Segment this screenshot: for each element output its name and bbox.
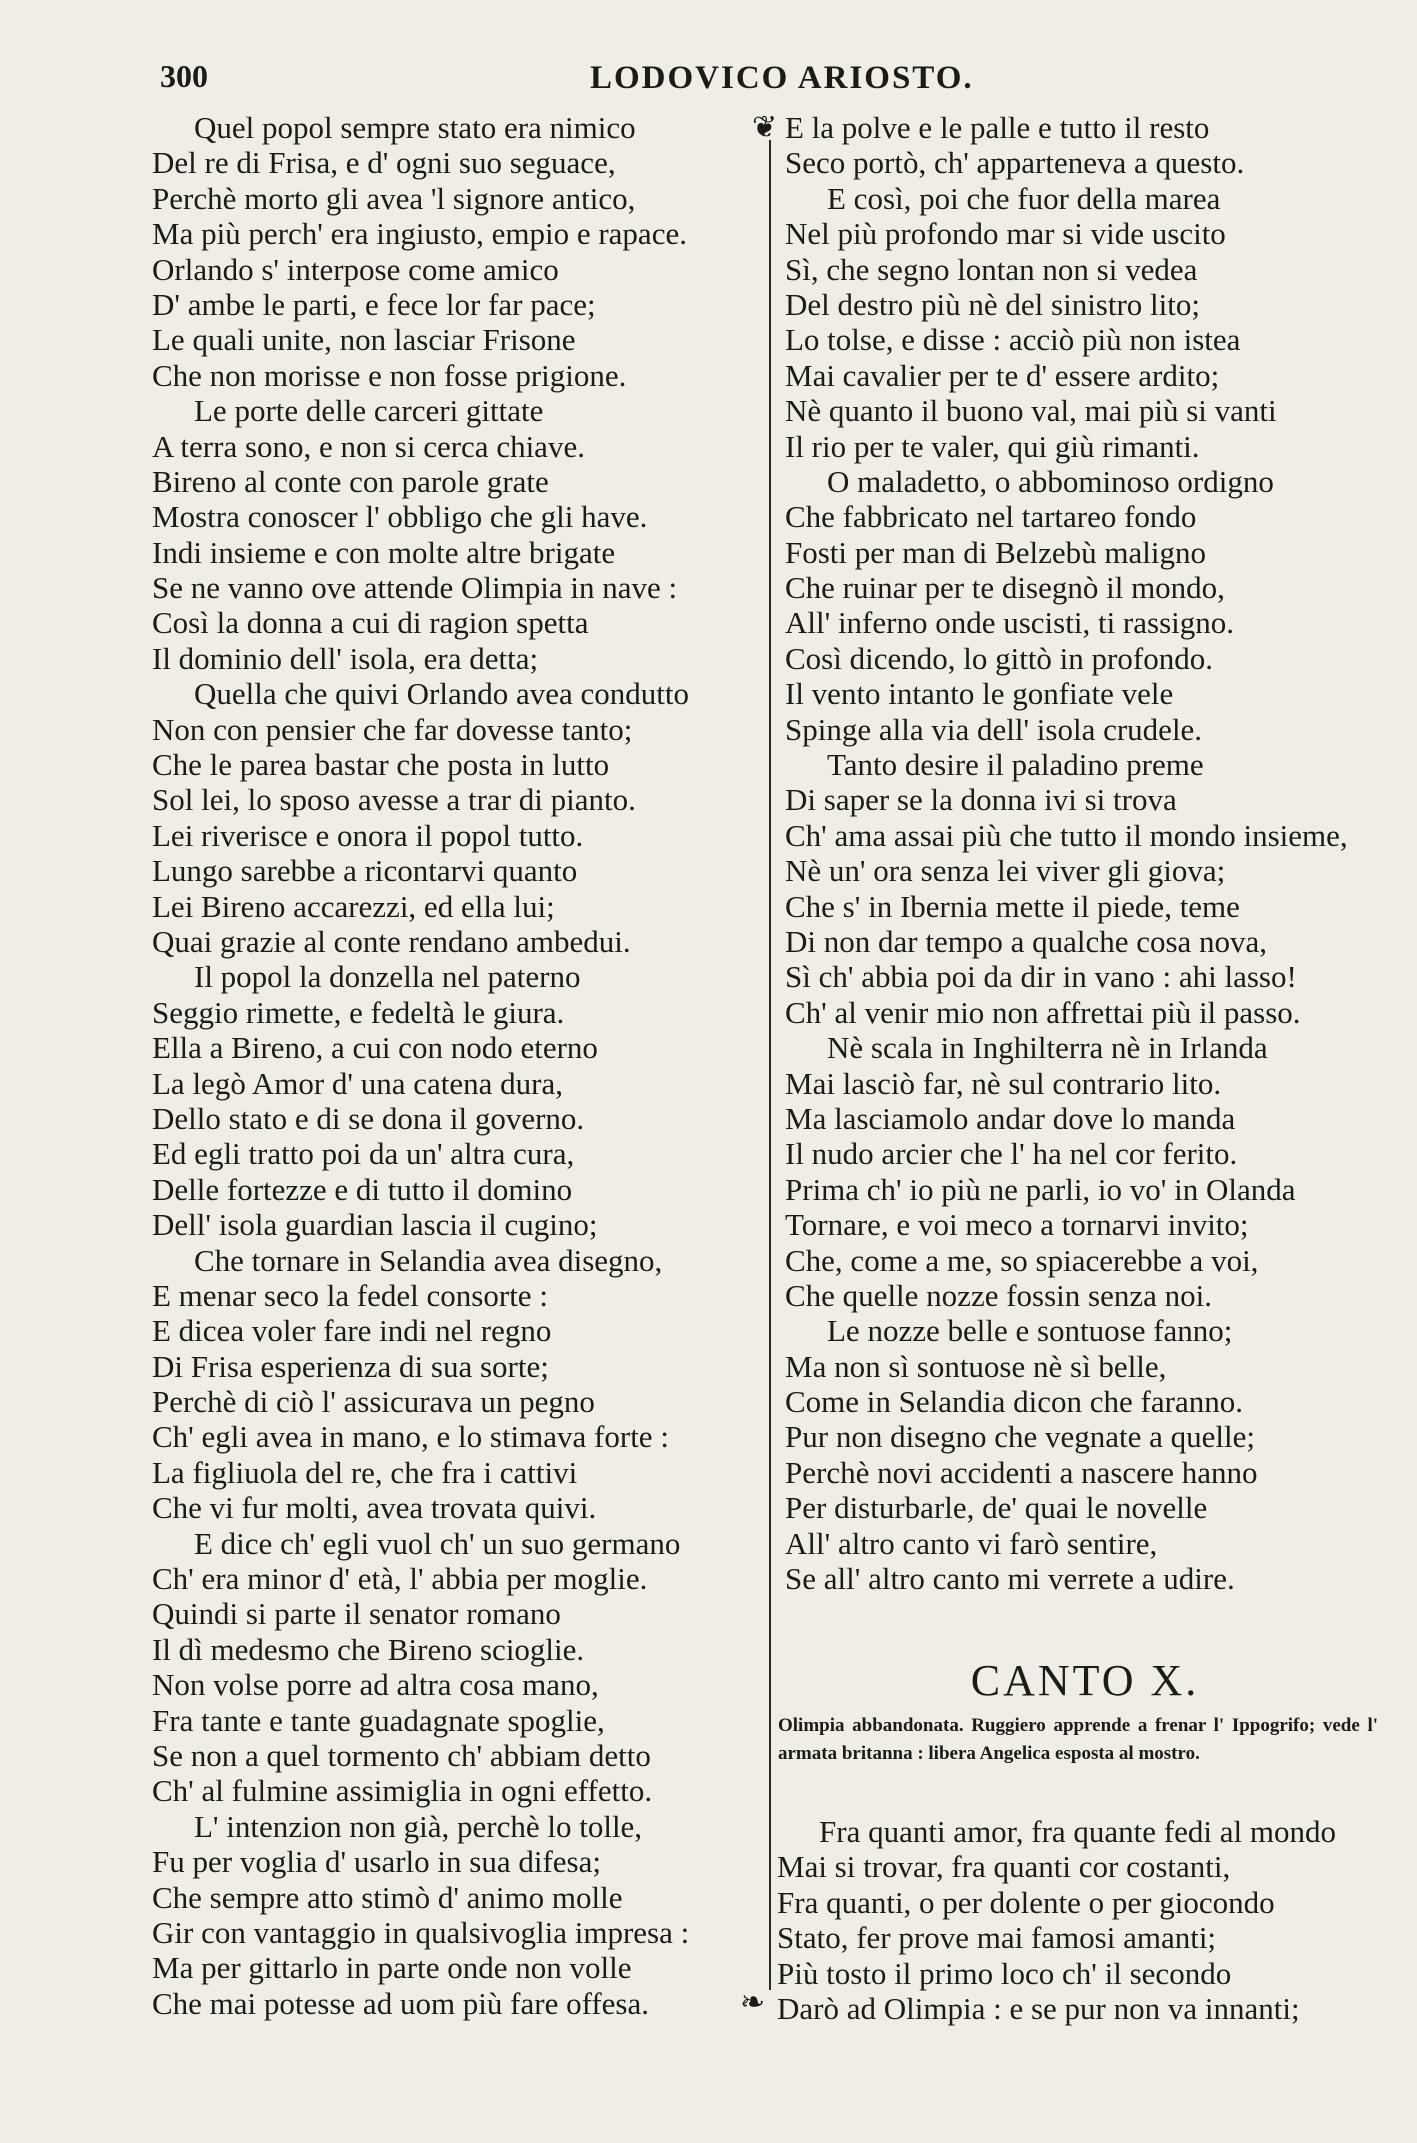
verse-line: Per disturbarle, de' quai le novelle	[785, 1490, 1208, 1526]
verse-line: Che tornare in Selandia avea disegno,	[194, 1242, 663, 1278]
verse-line: Lei Bireno accarezzi, ed ella lui;	[152, 888, 555, 924]
verse-line: Fosti per man di Belzebù maligno	[785, 534, 1207, 570]
verse-line: Che ruinar per te disegnò il mondo,	[785, 570, 1225, 606]
verse-line: Tanto desire il paladino preme	[827, 747, 1204, 783]
verse-line: Che vi fur molti, avea trovata quivi.	[152, 1490, 597, 1526]
verse-line: Che quelle nozze fossin senza noi.	[785, 1277, 1212, 1313]
verse-line: Ma più perch' era ingiusto, empio e rapace.	[152, 216, 687, 252]
verse-line: Ed egli tratto poi da un' altra cura,	[152, 1136, 575, 1172]
verse-line: Il vento intanto le gonfiate vele	[785, 676, 1174, 712]
verse-line: Ch' al fulmine assimiglia in ogni effetto.	[152, 1773, 653, 1809]
verse-line: Ch' ama assai più che tutto il mondo insieme,	[785, 817, 1348, 853]
verse-line: All' altro canto vi farò sentire,	[785, 1525, 1158, 1561]
verse-line: Fra tante e tante guadagnate spoglie,	[152, 1702, 605, 1738]
verse-line: Indi insieme e con molte altre brigate	[152, 534, 616, 570]
verse-line: Orlando s' interpose come amico	[152, 251, 559, 287]
verse-line: Del re di Frisa, e d' ogni suo seguace,	[152, 145, 616, 181]
verse-line: Ma non sì sontuose nè sì belle,	[785, 1348, 1167, 1384]
verse-line: Quella che quivi Orlando avea condutto	[194, 676, 689, 712]
verse-line: All' inferno onde uscisti, ti rassigno.	[785, 605, 1235, 641]
verse-line: Pur non disegno che vegnate a quelle;	[785, 1419, 1256, 1455]
verse-line: E menar seco la fedel consorte :	[152, 1277, 548, 1313]
verse-line: Sì, che segno lontan non si vedea	[785, 251, 1198, 287]
right-column	[785, 110, 1385, 1596]
verse-line: Così la donna a cui di ragion spetta	[152, 605, 589, 641]
verse-line: Che non morisse e non fosse prigione.	[152, 357, 627, 393]
running-head: LODOVICO ARIOSTO.	[590, 60, 974, 96]
verse-line: Tornare, e voi meco a tornarvi invito;	[785, 1207, 1249, 1243]
verse-line: Se ne vanno ove attende Olimpia in nave :	[152, 570, 678, 606]
verse-line: Quindi si parte il senator romano	[152, 1596, 561, 1632]
left-column	[152, 110, 762, 2021]
verse-line: Nel più profondo mar si vide uscito	[785, 216, 1226, 252]
verse-line: E dice ch' egli vuol ch' un suo germano	[194, 1525, 681, 1561]
verse-line: Prima ch' io più ne parli, io vo' in Olanda	[785, 1171, 1296, 1207]
verse-line: Seco portò, ch' apparteneva a questo.	[785, 145, 1245, 181]
verse-line: Ch' egli avea in mano, e lo stimava forte :	[152, 1419, 669, 1455]
verse-line: Lei riverisce e onora il popol tutto.	[152, 817, 584, 853]
verse-line: Perchè novi accidenti a nascere hanno	[785, 1454, 1258, 1490]
page-header	[0, 58, 1417, 102]
verse-line: Di non dar tempo a qualche cosa nova,	[785, 923, 1268, 959]
verse-line: Stato, fer prove mai famosi amanti;	[777, 1920, 1217, 1956]
verse-line: Che sempre atto stimò d' animo molle	[152, 1879, 623, 1915]
verse-line: Le quali unite, non lasciar Frisone	[152, 322, 576, 358]
verse-line: Che le parea bastar che posta in lutto	[152, 747, 610, 783]
verse-line: Spinge alla via dell' isola crudele.	[785, 711, 1203, 747]
verse-line: E la polve e le palle e tutto il resto	[785, 110, 1210, 145]
verse-line: Perchè morto gli avea 'l signore antico,	[152, 180, 636, 216]
verse-line: Fra quanti amor, fra quante fedi al mondo	[819, 1814, 1336, 1849]
verse-line: Il dì medesmo che Bireno scioglie.	[152, 1631, 585, 1667]
verse-line: Dello stato e di se dona il governo.	[152, 1100, 585, 1136]
verse-line: La legò Amor d' una catena dura,	[152, 1065, 564, 1101]
canto-title: CANTO X.	[970, 1656, 1200, 1705]
verse-line: Nè scala in Inghilterra nè in Irlanda	[827, 1030, 1268, 1066]
verse-line: Mai lasciò far, nè sul contrario lito.	[785, 1065, 1222, 1101]
verse-line: Dell' isola guardian lascia il cugino;	[152, 1207, 598, 1243]
verse-line: Darò ad Olimpia : e se pur non va innanti;	[777, 1990, 1300, 2026]
verse-line: Nè quanto il buono val, mai più si vanti	[785, 393, 1277, 429]
verse-line: Ma per gittarlo in parte onde non volle	[152, 1950, 632, 1986]
verse-line: Di Frisa esperienza di sua sorte;	[152, 1348, 549, 1384]
verse-line: Del destro più nè del sinistro lito;	[785, 286, 1201, 322]
verse-line: Ch' era minor d' età, l' abbia per moglie.	[152, 1561, 648, 1597]
verse-line: Le nozze belle e sontuose fanno;	[827, 1313, 1233, 1349]
verse-line: Sol lei, lo sposo avesse a trar di pianto.	[152, 782, 636, 818]
verse-line: Che fabbricato nel tartareo fondo	[785, 499, 1197, 535]
verse-line: Fu per voglia d' usarlo in sua difesa;	[152, 1844, 601, 1880]
verse-line: E dicea voler fare indi nel regno	[152, 1313, 552, 1349]
column-divider	[769, 140, 771, 1990]
verse-line: O maladetto, o abbominoso ordigno	[827, 463, 1274, 499]
verse-line: Mai cavalier per te d' essere ardito;	[785, 357, 1220, 393]
fleuron-ornament-icon: ❧	[740, 1985, 766, 2020]
fleuron-ornament-icon: ❦	[752, 110, 778, 145]
verse-line: Quel popol sempre stato era nimico	[194, 110, 636, 145]
verse-line: Seggio rimette, e fedeltà le giura.	[152, 994, 565, 1030]
verse-line: Nè un' ora senza lei viver gli giova;	[785, 853, 1226, 889]
verse-line: Lo tolse, e disse : acciò più non istea	[785, 322, 1241, 358]
verse-line: Il dominio dell' isola, era detta;	[152, 640, 539, 676]
verse-line: A terra sono, e non si cerca chiave.	[152, 428, 585, 464]
verse-line: Sì ch' abbia poi da dir in vano : ahi lasso!	[785, 959, 1297, 995]
verse-line: Più tosto il primo loco ch' il secondo	[777, 1955, 1232, 1991]
verse-line: Di saper se la donna ivi si trova	[785, 782, 1177, 818]
verse-line: Che mai potesse ad uom più fare offesa.	[152, 1985, 649, 2021]
verse-line: Ch' al venir mio non affrettai più il passo.	[785, 994, 1301, 1030]
verse-line: Così dicendo, lo gittò in profondo.	[785, 640, 1213, 676]
verse-line: Delle fortezze e di tutto il domino	[152, 1171, 573, 1207]
verse-line: Il popol la donzella nel paterno	[194, 959, 581, 995]
verse-line: Se all' altro canto mi verrete a udire.	[785, 1561, 1235, 1597]
verse-line: Perchè di ciò l' assicurava un pegno	[152, 1384, 595, 1420]
verse-line: Che s' in Ibernia mette il piede, teme	[785, 888, 1240, 924]
verse-line: E così, poi che fuor della marea	[827, 180, 1221, 216]
verse-line: Lungo sarebbe a ricontarvi quanto	[152, 853, 578, 889]
verse-line: Il rio per te valer, qui giù rimanti.	[785, 428, 1200, 464]
verse-line: Le porte delle carceri gittate	[194, 393, 544, 429]
verse-line: L' intenzion non già, perchè lo tolle,	[194, 1808, 643, 1844]
verse-line: Mostra conoscer l' obbligo che gli have.	[152, 499, 648, 535]
verse-line: Come in Selandia dicon che faranno.	[785, 1384, 1243, 1420]
verse-line: Bireno al conte con parole grate	[152, 463, 549, 499]
verse-line: La figliuola del re, che fra i cattivi	[152, 1454, 578, 1490]
verse-line: D' ambe le parti, e fece lor far pace;	[152, 286, 596, 322]
verse-line: Gir con vantaggio in qualsivoglia impresa :	[152, 1914, 690, 1950]
verse-line: Che, come a me, so spiacerebbe a voi,	[785, 1242, 1259, 1278]
canto-summary: Olimpia abbandonata. Ruggiero apprende a frenar l' Ippogrifo; vede l' armata britanna : libera Angelica esposta al mostro.	[778, 1715, 1378, 1764]
verse-line: Ma lasciamolo andar dove lo manda	[785, 1100, 1236, 1136]
canto-opening-stanza	[777, 1814, 1387, 2026]
verse-line: Mai si trovar, fra quanti cor costanti,	[777, 1849, 1231, 1885]
verse-line: Quai grazie al conte rendano ambedui.	[152, 923, 631, 959]
verse-line: Non con pensier che far dovesse tanto;	[152, 711, 633, 747]
page-number: 300	[160, 58, 208, 94]
verse-line: Il nudo arcier che l' ha nel cor ferito.	[785, 1136, 1238, 1172]
verse-line: Se non a quel tormento ch' abbiam detto	[152, 1737, 651, 1773]
verse-line: Non volse porre ad altra cosa mano,	[152, 1667, 599, 1703]
verse-line: Ella a Bireno, a cui con nodo eterno	[152, 1030, 598, 1066]
verse-line: Fra quanti, o per dolente o per giocondo	[777, 1884, 1275, 1920]
